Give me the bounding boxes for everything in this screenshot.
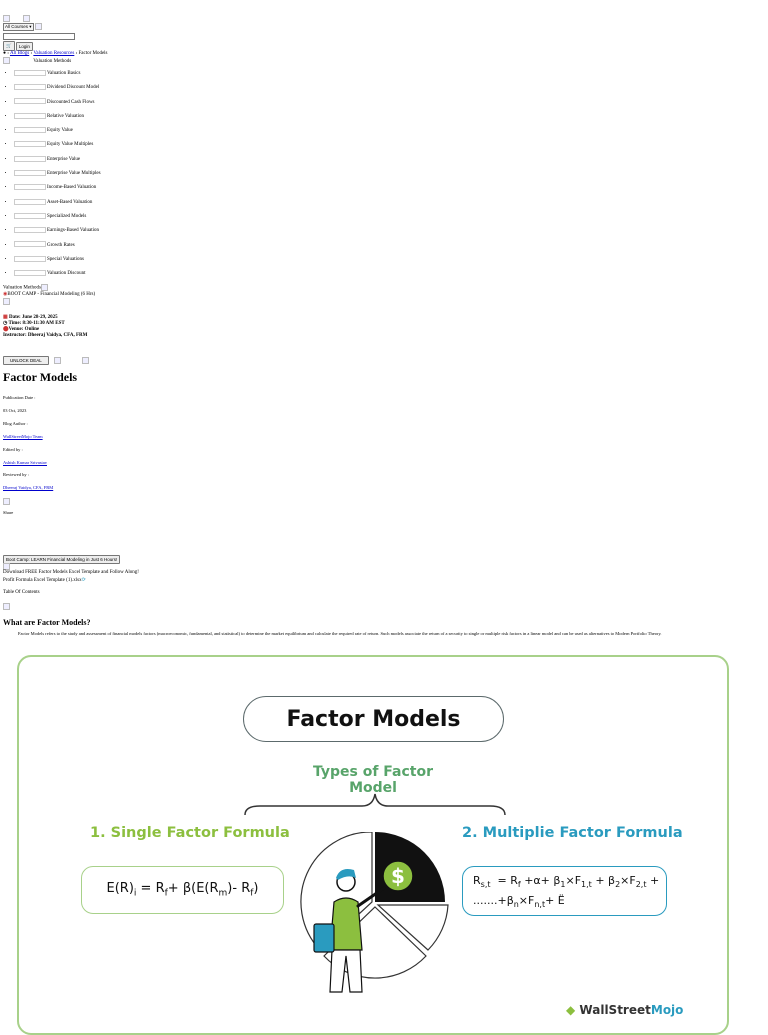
menu-item-discounted-cash-flows[interactable] (14, 96, 101, 110)
clock-icon: ◷ (3, 321, 8, 326)
share-label[interactable]: Share (3, 510, 14, 515)
publication-date-label: Publication Date : (3, 395, 36, 400)
download-icon: ⟳ (81, 578, 86, 583)
menu-item-equity-value[interactable] (14, 124, 101, 138)
tablet-icon (314, 924, 334, 952)
menu-item-label: Specialized Models (47, 213, 87, 219)
pie-chart-illustration (300, 832, 450, 1000)
menu-item-label: Growth Rates (47, 242, 75, 248)
chevron-right-icon: › (75, 51, 78, 56)
menu-item-icon (14, 241, 46, 247)
event-venue-text: Venue: Online (8, 327, 40, 332)
breadcrumb-valuation-resources[interactable]: Valuation Resources (33, 51, 75, 56)
menu-item-label: Income-Based Valuation (47, 185, 97, 191)
publication-date: 03 Oct, 2023 (3, 408, 27, 413)
menu-item-icon (14, 127, 46, 133)
menu-item-label: Dividend Discount Model (47, 85, 100, 91)
download-image (3, 563, 10, 570)
breadcrumb-current: Factor Models (78, 51, 108, 56)
toc-image (3, 603, 10, 610)
menu-icon[interactable] (35, 23, 42, 30)
header-logos (3, 15, 30, 22)
menu-item-growth-rates[interactable] (14, 239, 101, 253)
author-avatar (3, 498, 10, 505)
page-title: Factor Models (3, 370, 78, 384)
menu-item-icon (14, 184, 46, 190)
bootcamp-icon: ◉ (3, 292, 8, 297)
brand-logo (566, 1003, 683, 1017)
search-input[interactable] (3, 33, 75, 40)
chevron-down-icon: ▾ (29, 24, 32, 29)
promo-menu-label (3, 284, 48, 291)
login-button[interactable]: Login (16, 42, 33, 51)
editor-label: Edited by : (3, 447, 23, 452)
menu-item-icon (14, 98, 46, 104)
author-link[interactable]: WallStreetMojo Team (3, 434, 43, 439)
login-row (3, 41, 33, 51)
reviewer-link[interactable]: Dheeraj Vaidya, CFA, FRM (3, 485, 54, 490)
section-heading: What are Factor Models? (3, 618, 91, 627)
menu-item-icon (14, 141, 46, 147)
promo-menu-label-text: Valuation Methods (3, 285, 41, 291)
chevron-right-icon: › (7, 51, 9, 56)
menu-item-icon (14, 199, 46, 205)
bull-logo-icon: ◆ (566, 1003, 576, 1017)
menu-item-icon (14, 113, 46, 119)
event-details (3, 315, 87, 339)
reviewer-label: Reviewed by : (3, 472, 29, 477)
infographic-subtitle: Types of Factor Model (312, 764, 434, 796)
event-instructor: Instructor: Dheeraj Vaidya, CFA, FRM (3, 333, 88, 338)
menu-item-label: Equity Value Multiples (47, 142, 94, 148)
promo-badge-image-2 (82, 357, 89, 364)
cart-icon: 🛒 (6, 43, 12, 48)
menu-header (3, 57, 71, 64)
menu-item-icon (14, 227, 46, 233)
menu-item-icon (14, 170, 46, 176)
menu-item-label: Enterprise Value Multiples (47, 171, 101, 177)
editor-link[interactable]: Ashish Kumar Srivastav (3, 460, 47, 465)
menu-item-earnings-based-valuation[interactable] (14, 224, 101, 238)
menu-item-label: Special Valuations (47, 256, 84, 262)
logo-image (3, 15, 10, 22)
chevron-right-icon: › (30, 51, 33, 56)
menu-item-label: Valuation Basics (47, 71, 81, 76)
course-select[interactable] (3, 23, 34, 31)
infographic-title: Factor Models (243, 696, 504, 742)
menu-item-icon (14, 156, 46, 162)
home-icon[interactable]: ● (3, 51, 7, 56)
curly-brace-icon (240, 790, 510, 820)
calendar-icon: ▦ (3, 315, 8, 320)
multiple-factor-formula: $R_{s,t} = R_f +\alpha+ \beta_1\times F_{1,t} + \beta_2\times F_{2,t}$ + $.......+\beta_n\times F_{n,t}+$ Ë (462, 866, 667, 916)
menu-item-equity-value-multiples[interactable] (14, 138, 101, 152)
menu-title: Valuation Methods (33, 58, 72, 64)
download-file[interactable] (3, 577, 86, 583)
menu-image (3, 57, 10, 64)
event-date-text: Date: June 28-29, 2025 (8, 315, 58, 320)
location-pin-icon: ⬤ (3, 327, 9, 332)
menu-item-label: Asset-Based Valuation (47, 199, 93, 205)
menu-item-label: Discounted Cash Flows (47, 99, 95, 105)
cart-button[interactable] (3, 41, 15, 51)
menu-item-icon (14, 256, 46, 262)
author-label: Blog Author : (3, 421, 28, 426)
bootcamp-text: BOOT CAMP - Financial Modeling (6 Hrs) (7, 292, 96, 297)
promo-badge-image (54, 357, 61, 364)
single-factor-label: 1. Single Factor Formula (90, 825, 290, 841)
download-text: Download FREE Factor Models Excel Template and Follow Along! (3, 570, 139, 575)
bootcamp-line[interactable] (3, 291, 95, 297)
menu-item-enterprise-value[interactable] (14, 153, 101, 167)
menu-item-icon (14, 213, 46, 219)
menu-item-specialized-models[interactable] (14, 210, 101, 224)
menu-item-valuation-discount[interactable] (14, 267, 101, 281)
promo-image (3, 298, 10, 305)
bootcamp-cta-button[interactable]: Boot Camp: LEARN Financial Modeling in Just 6 Hours! (3, 555, 120, 564)
logo-image-alt (23, 15, 30, 22)
toc-label[interactable]: Table Of Contents (3, 590, 40, 595)
bootcamp-cta (3, 555, 120, 564)
unlock-row (3, 356, 89, 365)
menu-item-label: Enterprise Value (47, 156, 81, 162)
multiple-factor-label: 2. Multiplie Factor Formula (462, 825, 683, 841)
menu-item-income-based-valuation[interactable] (14, 181, 101, 195)
dollar-sign: $ (391, 864, 405, 888)
breadcrumb (3, 51, 108, 56)
menu-item-icon (14, 270, 46, 276)
single-factor-formula: $E(R)_i = R_f+ \beta(E(R_m)-$ $R_f$) (81, 866, 284, 914)
valuation-menu (0, 67, 101, 281)
breadcrumb-all-blogs[interactable]: All Blogs (9, 51, 30, 56)
download-file-name: Profit Formula Excel Template (1).xlsx (3, 578, 82, 583)
menu-item-icon (14, 70, 46, 76)
search-row (3, 33, 75, 40)
course-select-value: All Courses (5, 24, 29, 29)
promo-menu-image (41, 284, 48, 291)
intro-paragraph: Factor Models refers to the study and assessment of financial models factors (macroeconomic, fundamental, and statistical) to determine the market equilibrium and calculate the required rate of return. Such models associate the return of a security to single or multiple risk factors in a linear model and can be used as alternatives to Modern Portfolio Theory. (18, 631, 662, 636)
menu-item-label: Valuation Discount (47, 271, 86, 277)
menu-item-valuation-basics[interactable] (14, 67, 101, 81)
menu-item-label: Relative Valuation (47, 113, 84, 119)
brand-name-b: Mojo (650, 1003, 684, 1017)
course-select-row (3, 23, 42, 31)
menu-item-label: Earnings-Based Valuation (47, 228, 99, 234)
menu-item-icon (14, 84, 46, 90)
menu-item-special-valuations[interactable] (14, 253, 101, 267)
unlock-deal-button[interactable]: UNLOCK DEAL (3, 356, 49, 365)
event-time-text: Time: 8:30-11:30 AM EST (8, 321, 65, 326)
brand-name-a: WallStreet (579, 1003, 651, 1017)
menu-item-label: Equity Value (47, 128, 73, 134)
menu-item-asset-based-valuation[interactable] (14, 196, 101, 210)
menu-item-dividend-discount-model[interactable] (14, 81, 101, 95)
menu-item-relative-valuation[interactable] (14, 110, 101, 124)
menu-item-enterprise-value-multiples[interactable] (14, 167, 101, 181)
